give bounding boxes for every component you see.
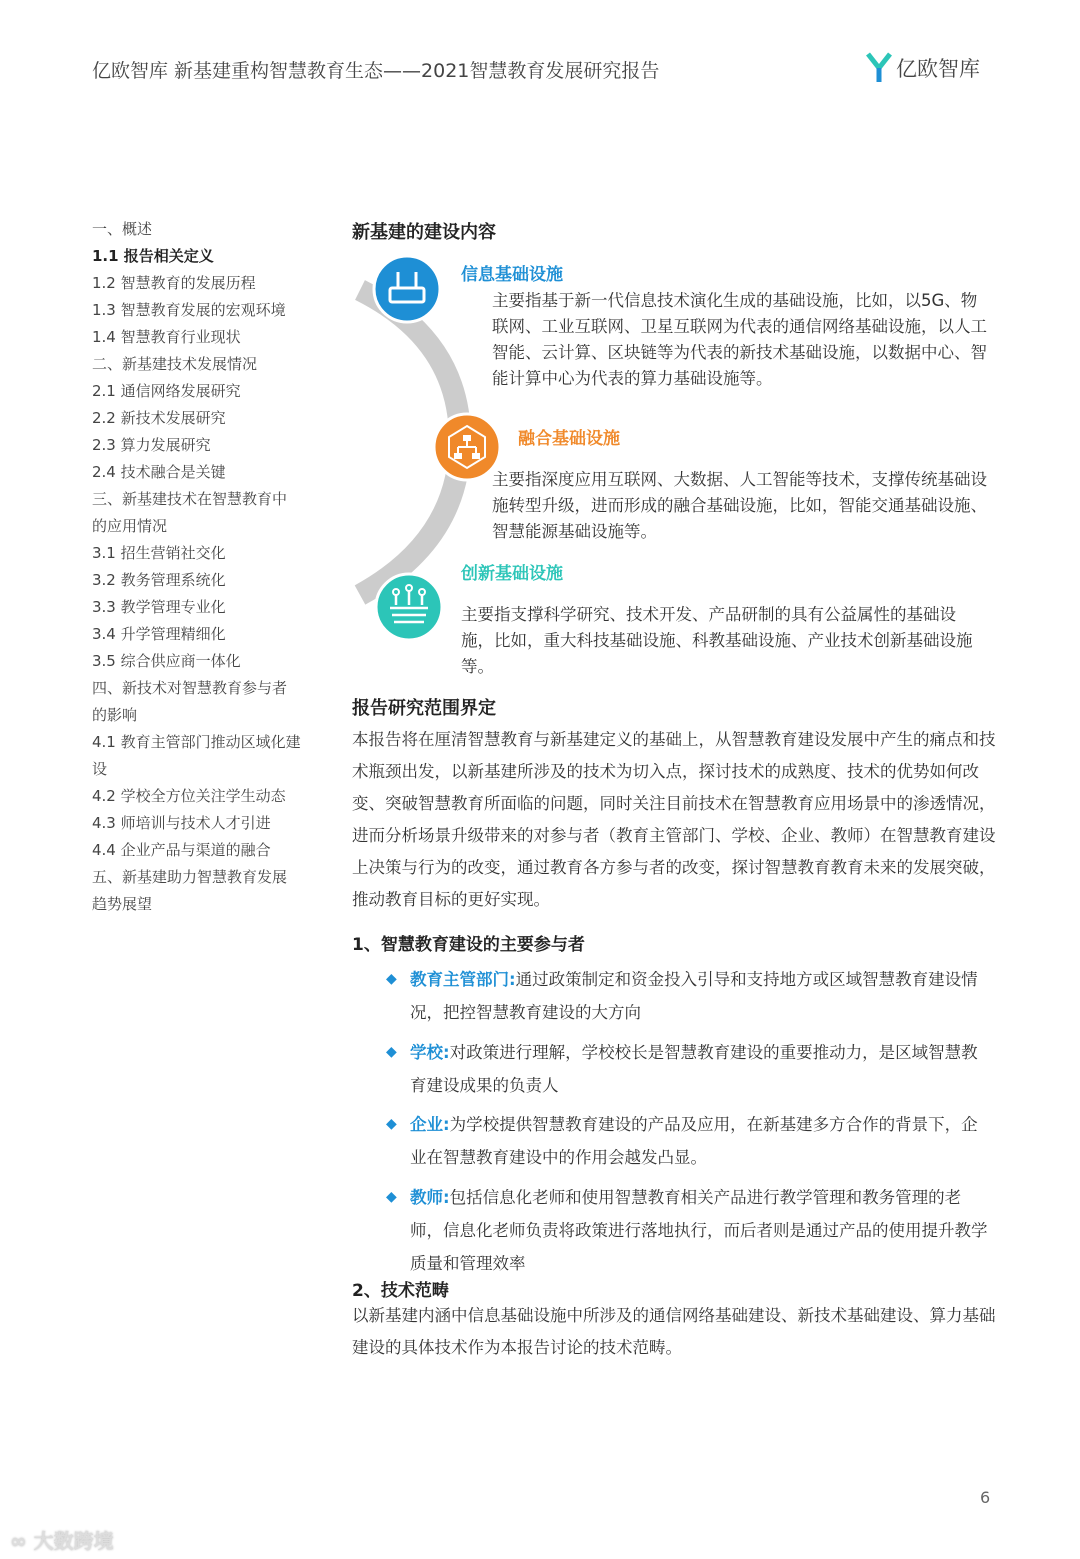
logo [866, 52, 980, 84]
tech-scope-paragraph: 以新基建内涵中信息基础设施中所涉及的通信网络基础建设、新技术基础建设、算力基础建设的具体技术作为本报告讨论的技术范畴。 [352, 1306, 996, 1357]
toc-item[interactable]: 1.3 智慧教育发展的宏观环境 [92, 301, 286, 319]
toc-item[interactable]: 2.3 算力发展研究 [92, 436, 211, 454]
toc-item[interactable]: 4.3 师培训与技术人才引进 [92, 814, 271, 832]
toc-item[interactable]: 3.2 教务管理系统化 [92, 571, 226, 589]
watermark: ∞ 大数跨境 [10, 1529, 114, 1553]
diamond-bullet-icon: ◆ [386, 971, 397, 987]
section-title-scope: 报告研究范围界定 [352, 698, 496, 719]
diamond-bullet-icon: ◆ [386, 1116, 397, 1132]
bullet-key: 企业: [410, 1115, 450, 1134]
bullet-key: 教育主管部门: [410, 970, 516, 989]
category-desc-innovation: 主要指支撑科学研究、技术开发、产品研制的具有公益属性的基础设施，比如，重大科技基础设施、科教基础设施、产业技术创新基础设施等。 [461, 605, 973, 676]
bullet-text: 包括信息化老师和使用智慧教育相关产品进行教学管理和教务管理的老师，信息化老师负责将政策进行落地执行，而后者则是通过产品的使用提升教学质量和管理效率 [410, 1188, 988, 1273]
category-desc-info: 主要指基于新一代信息技术演化生成的基础设施，比如，以5G、物联网、工业互联网、卫星互联网为代表的通信网络基础设施，以人工智能、云计算、区块链等为代表的新技术基础设施，以数据中心、智能计算中心为代表的算力基础设施等。 [492, 291, 987, 388]
router-icon [372, 254, 442, 324]
toc-item[interactable]: 4.2 学校全方位关注学生动态 [92, 787, 286, 805]
toc-item[interactable]: 2.4 技术融合是关键 [92, 463, 226, 481]
category-title-info: 信息基础设施 [461, 265, 563, 285]
toc-item[interactable]: 一、概述 [92, 220, 153, 238]
category-desc-fusion: 主要指深度应用互联网、大数据、人工智能等技术，支撑传统基础设施转型升级，进而形成的融合基础设施，比如，智能交通基础设施、智慧能源基础设施等。 [492, 470, 987, 541]
toc-item[interactable]: 2.1 通信网络发展研究 [92, 382, 241, 400]
toc-item[interactable]: 1.4 智慧教育行业现状 [92, 328, 241, 346]
toc-item[interactable]: 4.4 企业产品与渠道的融合 [92, 841, 271, 859]
bullet-item [386, 963, 991, 1029]
watermark-text: 大数跨境 [33, 1529, 114, 1553]
section-title-construction: 新基建的建设内容 [352, 222, 496, 243]
innovation-chip-icon [374, 572, 444, 642]
report-header-title: 亿欧智库 新基建重构智慧教育生态——2021智慧教育发展研究报告 [92, 60, 660, 82]
toc-item[interactable]: 的影响 [92, 706, 138, 724]
diamond-bullet-icon: ◆ [386, 1189, 397, 1205]
page-number: 6 [980, 1488, 991, 1507]
bullet-key: 教师: [410, 1188, 450, 1207]
toc-item[interactable]: 3.1 招生营销社交化 [92, 544, 226, 562]
subheading-tech-scope: 2、技术范畴 [352, 1281, 449, 1301]
table-of-contents [92, 216, 317, 918]
toc-item[interactable]: 1.1 报告相关定义 [92, 247, 214, 265]
bullet-item [386, 1036, 991, 1102]
category-title-innovation: 创新基础设施 [461, 564, 563, 584]
scope-paragraph: 本报告将在厘清智慧教育与新基建定义的基础上，从智慧教育建设发展中产生的痛点和技术瓶颈出发，以新基建所涉及的技术为切入点，探讨技术的成熟度、技术的优势如何改变、突破智慧教育所面临的问题，同时关注目前技术在智慧教育应用场景中的渗透情况，进而分析场景升级带来的对参与者（教育主管部门、学校、企业、教师）在智慧教育建设上决策与行为的改变，通过教育各方参与者的改变，探讨智慧教育教育未来的发展突破，推动教育目标的更好实现。 [352, 730, 996, 909]
subheading-participants: 1、智慧教育建设的主要参与者 [352, 935, 585, 955]
toc-item[interactable]: 二、新基建技术发展情况 [92, 355, 258, 373]
toc-item[interactable]: 五、新基建助力智慧教育发展 [92, 868, 288, 886]
logo-icon [866, 52, 892, 84]
bullet-text: 对政策进行理解，学校校长是智慧教育建设的重要推动力，是区域智慧教育建设成果的负责人 [410, 1043, 978, 1095]
toc-item[interactable]: 的应用情况 [92, 517, 168, 535]
toc-item[interactable]: 趋势展望 [92, 895, 153, 913]
bullet-item [386, 1108, 991, 1174]
toc-item[interactable]: 设 [92, 760, 108, 778]
category-title-fusion: 融合基础设施 [518, 429, 620, 449]
diamond-bullet-icon: ◆ [386, 1044, 397, 1060]
toc-item[interactable]: 三、新基建技术在智慧教育中 [92, 490, 288, 508]
toc-item[interactable]: 四、新技术对智慧教育参与者 [92, 679, 288, 697]
bullet-text: 为学校提供智慧教育建设的产品及应用，在新基建多方合作的背景下，企业在智慧教育建设中的作用会越发凸显。 [410, 1115, 978, 1167]
bullet-key: 学校: [410, 1043, 450, 1062]
bullet-item [386, 1181, 991, 1280]
toc-item[interactable]: 3.3 教学管理专业化 [92, 598, 226, 616]
bullet-text: 通过政策制定和资金投入引导和支持地方或区域智慧教育建设情况，把控智慧教育建设的大方向 [410, 970, 978, 1022]
toc-item[interactable]: 3.4 升学管理精细化 [92, 625, 226, 643]
toc-item[interactable]: 4.1 教育主管部门推动区域化建 [92, 733, 301, 751]
toc-item[interactable]: 2.2 新技术发展研究 [92, 409, 226, 427]
toc-item[interactable]: 3.5 综合供应商一体化 [92, 652, 241, 670]
toc-item[interactable]: 1.2 智慧教育的发展历程 [92, 274, 256, 292]
logo-text: 亿欧智库 [896, 57, 980, 81]
